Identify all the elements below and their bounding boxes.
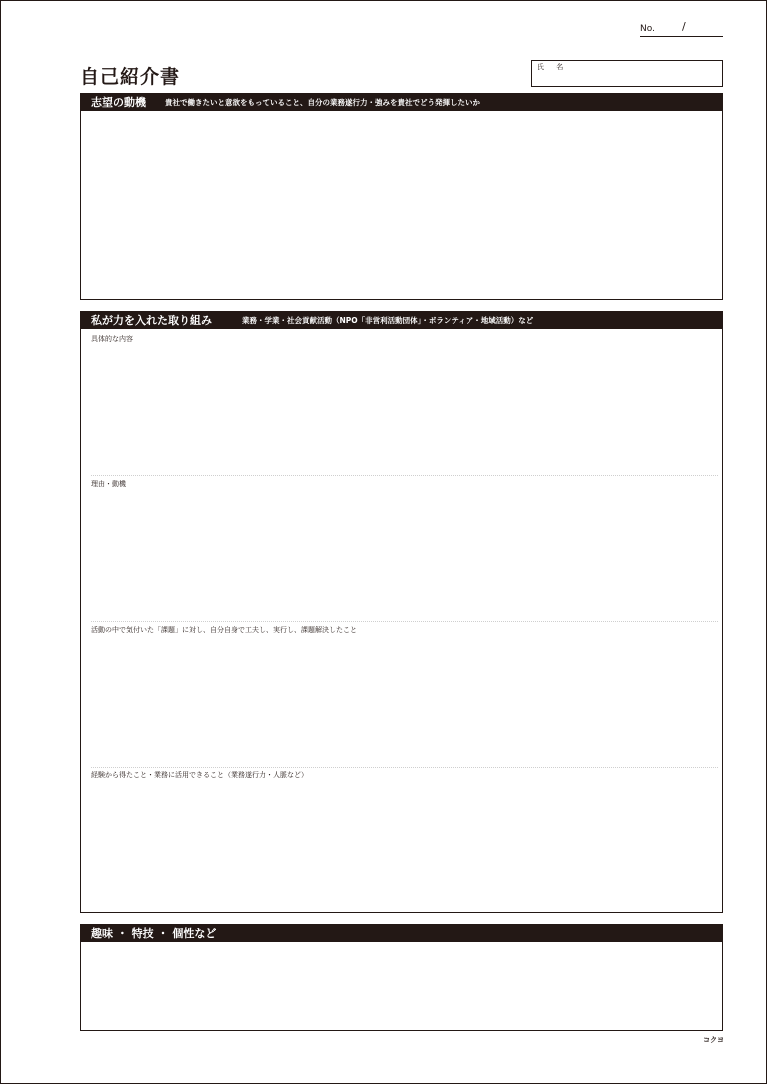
problem-solving-label: 活動の中で気付いた「課題」に対し、自分自身で工夫し、実行し、課題解決したこと bbox=[91, 626, 357, 634]
reason-label: 理由・動機 bbox=[91, 480, 126, 488]
hobbies-title: 趣味 ・ 特技 ・ 個性など bbox=[91, 927, 217, 940]
efforts-section bbox=[80, 311, 723, 913]
brand-logo: コクヨ bbox=[703, 1036, 724, 1044]
learnings-label: 経験から得たこと・業務に活用できること（業務遂行力・人脈など） bbox=[91, 771, 308, 779]
number-field[interactable] bbox=[640, 36, 723, 37]
efforts-title: 私が力を入れた取り組み bbox=[91, 314, 212, 327]
number-label: No. bbox=[640, 24, 655, 34]
efforts-subtitle: 業務・学業・社会貢献活動（NPO「非営利活動団体」・ボランティア・地域活動）など bbox=[242, 316, 534, 325]
field-divider bbox=[91, 767, 718, 768]
field-divider bbox=[91, 475, 718, 476]
name-field[interactable] bbox=[531, 60, 723, 87]
motivation-section[interactable] bbox=[80, 93, 723, 300]
motivation-header bbox=[81, 94, 722, 111]
number-slash: / bbox=[682, 20, 686, 33]
motivation-subtitle: 貴社で働きたいと意欲をもっていること、自分の業務遂行力・強みを貴社でどう発揮したいか bbox=[165, 98, 480, 107]
field-divider bbox=[91, 621, 718, 622]
details-label: 具体的な内容 bbox=[91, 335, 133, 343]
document-title: 自己紹介書 bbox=[80, 66, 181, 88]
efforts-header bbox=[81, 312, 722, 329]
motivation-title: 志望の動機 bbox=[91, 96, 146, 109]
name-label: 氏 名 bbox=[537, 63, 569, 71]
hobbies-header bbox=[81, 925, 722, 942]
hobbies-section[interactable] bbox=[80, 924, 723, 1031]
